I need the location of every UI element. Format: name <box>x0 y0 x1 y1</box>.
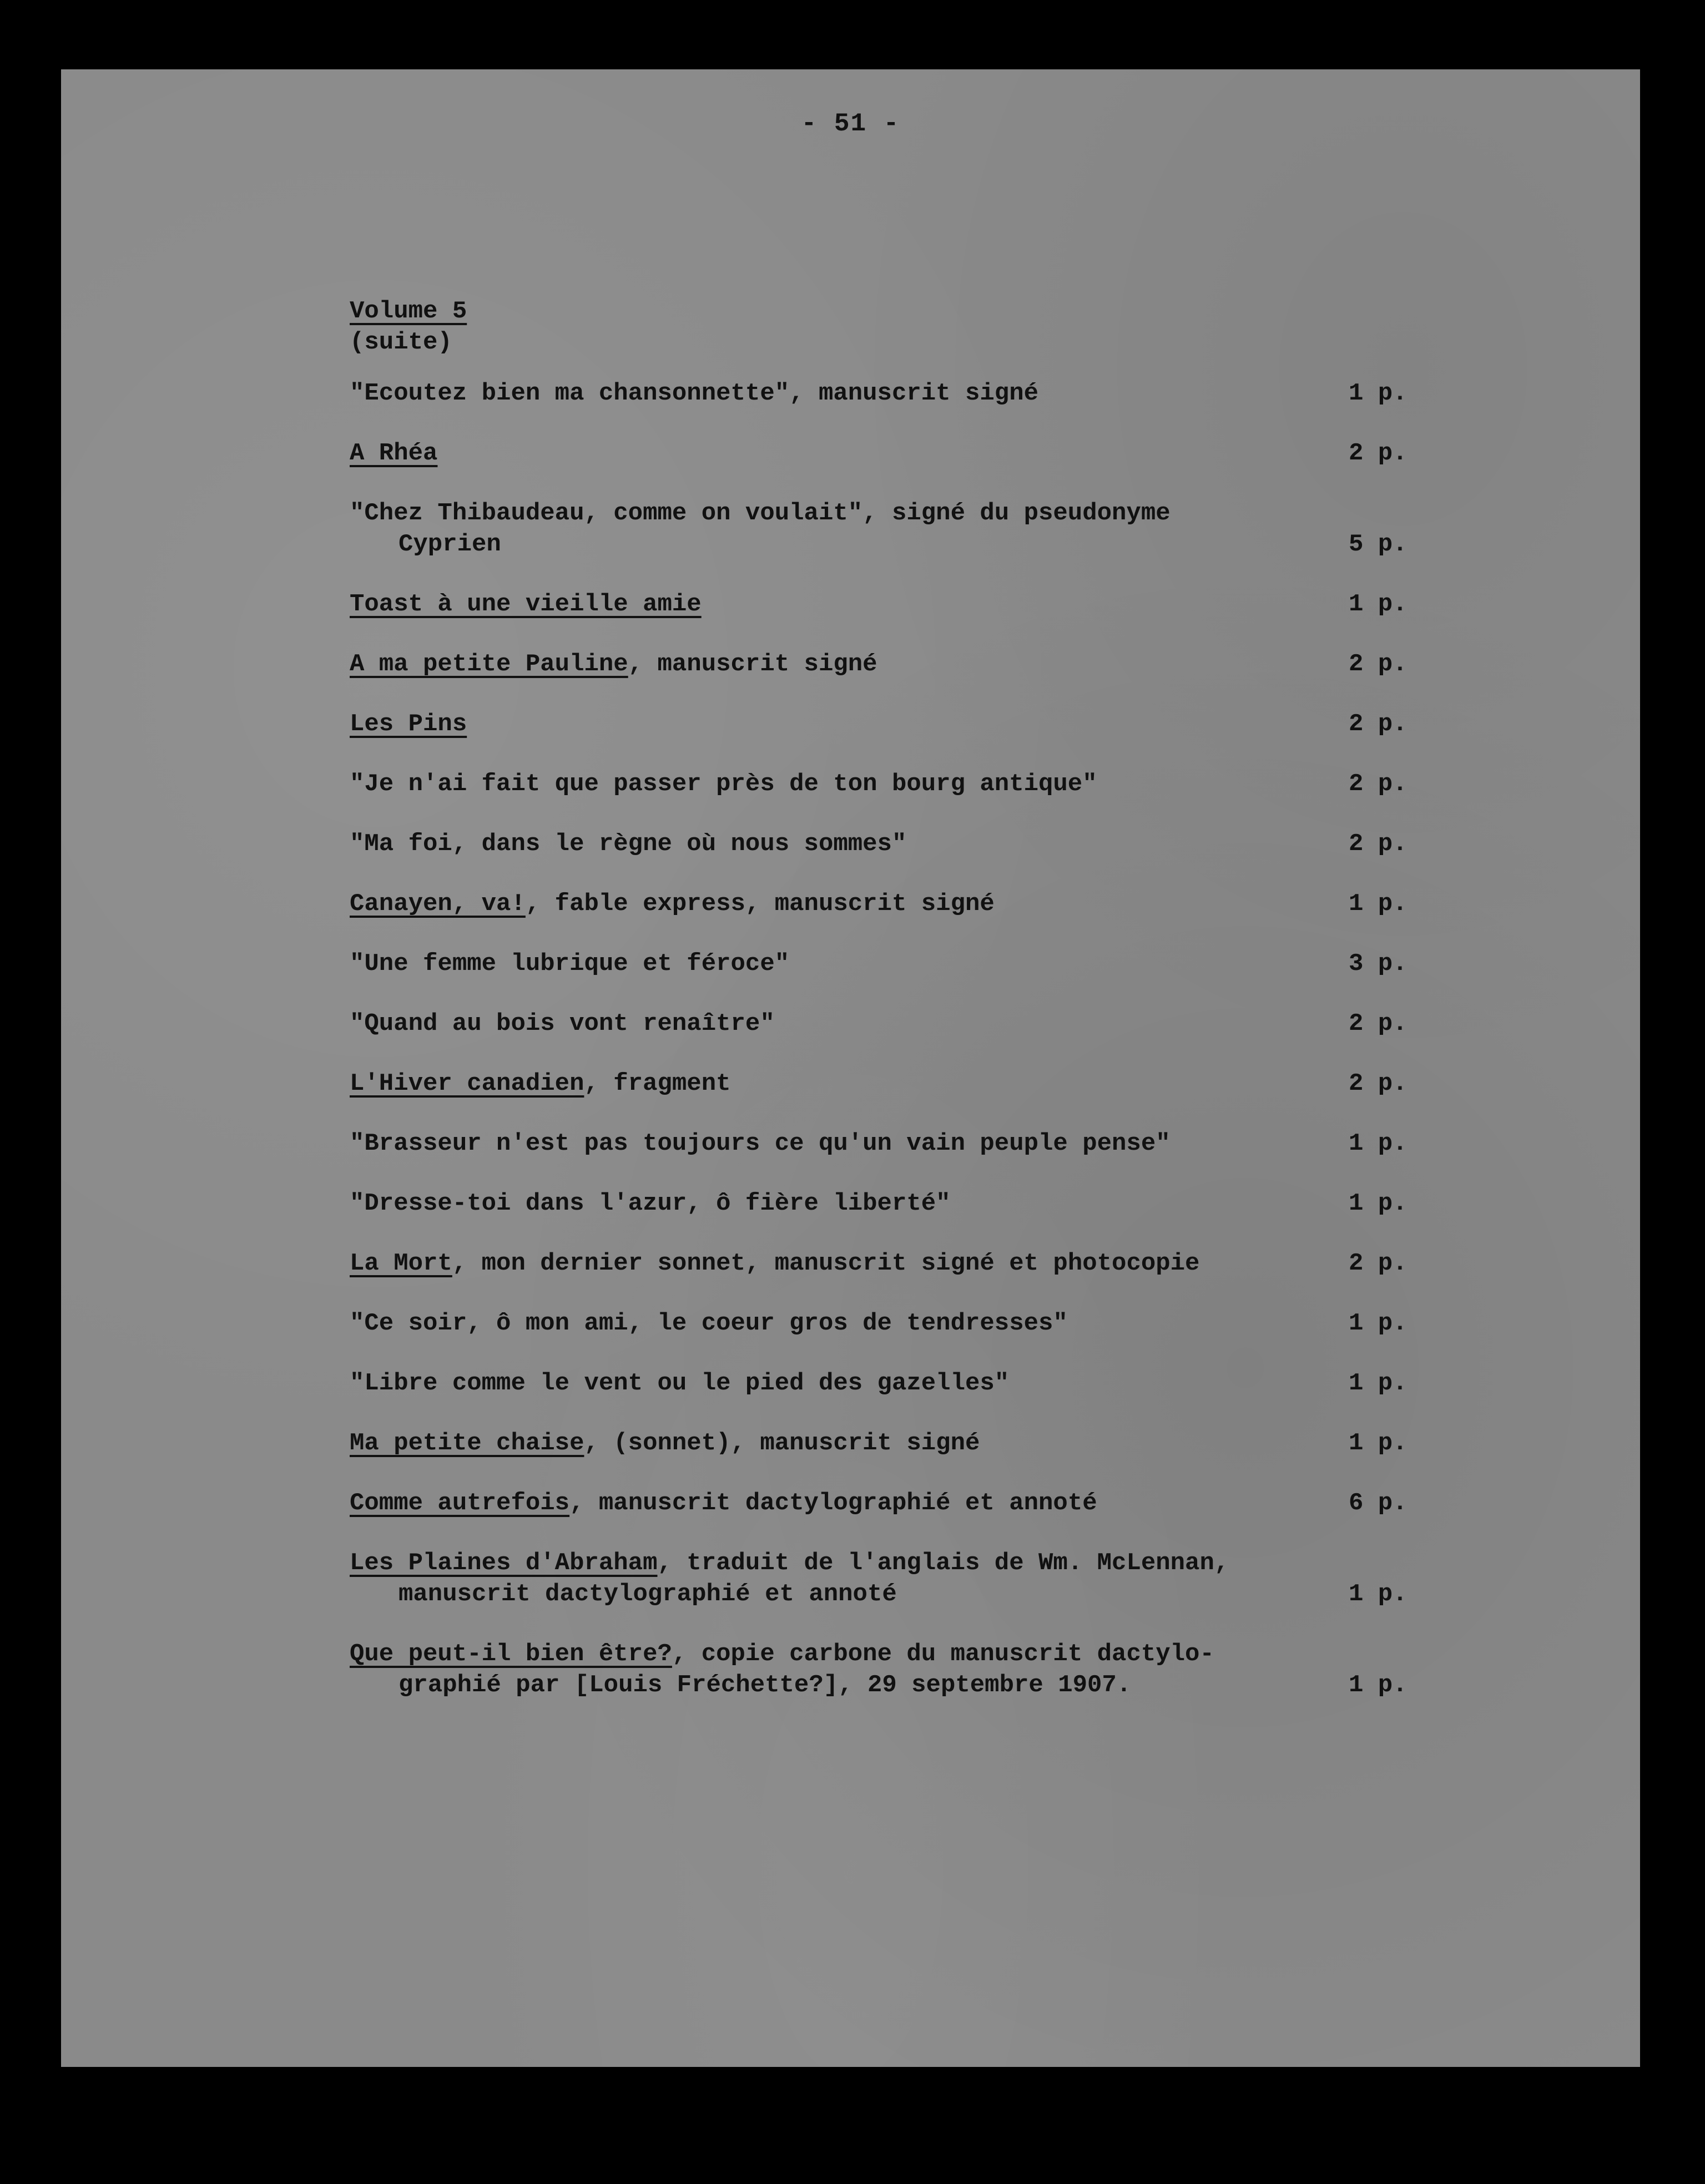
entry-text: "Quand au bois vont renaître" <box>350 1010 775 1038</box>
entry-title: A ma petite Pauline <box>350 650 628 678</box>
list-item <box>350 1188 1432 1219</box>
entry-pages: 3 p. <box>1349 950 1408 978</box>
entry-text: , manuscrit signé <box>628 650 877 678</box>
list-item <box>350 1308 1432 1339</box>
list-item <box>350 1639 1432 1701</box>
entry-description <box>350 1488 1349 1519</box>
entry-description <box>350 649 1349 680</box>
volume-header <box>350 296 1432 358</box>
entry-pages: 5 p. <box>1349 530 1408 558</box>
entry-pages: 2 p. <box>1349 439 1408 467</box>
entry-description <box>350 1428 1349 1459</box>
entry-text: "Une femme lubrique et féroce" <box>350 950 790 978</box>
entry-pages: 2 p. <box>1349 770 1408 798</box>
entry-title: La Mort <box>350 1250 452 1277</box>
entry-text: "Chez Thibaudeau, comme on voulait", signé du pseudonyme <box>350 499 1171 527</box>
entry-text: "Dresse-toi dans l'azur, ô fière liberté" <box>350 1190 951 1217</box>
list-item <box>350 589 1432 620</box>
entry-text: "Je n'ai fait que passer près de ton bourg antique" <box>350 770 1097 798</box>
list-item <box>350 1128 1432 1159</box>
entry-text: "Ecoutez bien ma chansonnette", manuscrit signé <box>350 380 1039 407</box>
entry-text: , (sonnet), manuscrit signé <box>584 1429 980 1457</box>
list-item <box>350 1248 1432 1279</box>
list-item <box>350 828 1432 860</box>
entry-title: Que peut-il bien être? <box>350 1640 672 1668</box>
entry-continuation: manuscrit dactylographié et annoté <box>398 1580 897 1608</box>
entry-description <box>350 1128 1349 1159</box>
list-item <box>350 1428 1432 1459</box>
entry-description <box>350 1068 1349 1099</box>
list-item <box>350 1368 1432 1399</box>
list-item <box>350 1548 1432 1610</box>
entry-title: Canayen, va! <box>350 890 526 918</box>
entry-text: "Ma foi, dans le règne où nous sommes" <box>350 830 907 858</box>
entry-pages: 2 p. <box>1349 1070 1408 1098</box>
entry-description <box>350 438 1349 469</box>
entry-pages: 2 p. <box>1349 1250 1408 1277</box>
list-item <box>350 1068 1432 1099</box>
list-item <box>350 649 1432 680</box>
entry-text: "Ce soir, ô mon ami, le coeur gros de tendresses" <box>350 1310 1068 1337</box>
entry-pages: 1 p. <box>1349 1310 1408 1337</box>
list-item <box>350 709 1432 740</box>
entry-description <box>350 589 1349 620</box>
volume-subtitle: (suite) <box>350 328 452 356</box>
list-item <box>350 438 1432 469</box>
entry-pages: 1 p. <box>1349 590 1408 618</box>
list-item <box>350 948 1432 979</box>
entry-description <box>350 378 1349 409</box>
entry-pages: 1 p. <box>1349 1369 1408 1397</box>
entry-pages: 1 p. <box>1349 1580 1408 1608</box>
page-number: - 51 - <box>801 109 900 138</box>
entry-description <box>350 1308 1349 1339</box>
entry-description <box>350 1548 1349 1610</box>
list-item <box>350 888 1432 919</box>
document-content <box>350 296 1432 1730</box>
list-item <box>350 1008 1432 1039</box>
entry-pages: 6 p. <box>1349 1489 1408 1517</box>
entry-description <box>350 888 1349 919</box>
entry-text: "Brasseur n'est pas toujours ce qu'un vain peuple pense" <box>350 1130 1171 1157</box>
entry-title: Ma petite chaise <box>350 1429 584 1457</box>
list-item <box>350 498 1432 560</box>
entry-title: Comme autrefois <box>350 1489 570 1517</box>
entry-description <box>350 1639 1349 1701</box>
entry-text: "Libre comme le vent ou le pied des gazelles" <box>350 1369 1010 1397</box>
entry-pages: 1 p. <box>1349 1429 1408 1457</box>
entry-description <box>350 828 1349 860</box>
entry-description <box>350 1248 1349 1279</box>
entry-pages: 1 p. <box>1349 1190 1408 1217</box>
entry-pages: 2 p. <box>1349 710 1408 738</box>
entry-text: , copie carbone du manuscrit dactylo- <box>672 1640 1214 1668</box>
entry-text: , fable express, manuscrit signé <box>525 890 995 918</box>
entry-description <box>350 1008 1349 1039</box>
entry-title: Les Pins <box>350 710 467 738</box>
document-page <box>61 69 1640 2067</box>
entry-text: , fragment <box>584 1070 731 1098</box>
entry-text: , traduit de l'anglais de Wm. McLennan, <box>657 1549 1229 1577</box>
volume-title: Volume 5 <box>350 297 467 325</box>
entry-description <box>350 1188 1349 1219</box>
entry-continuation: Cyprien <box>398 530 501 558</box>
entry-title: Toast à une vieille amie <box>350 590 702 618</box>
entry-pages: 2 p. <box>1349 830 1408 858</box>
entry-description <box>350 498 1349 560</box>
entry-pages: 2 p. <box>1349 650 1408 678</box>
list-item <box>350 378 1432 409</box>
entry-pages: 1 p. <box>1349 1130 1408 1157</box>
entry-title: L'Hiver canadien <box>350 1070 584 1098</box>
entry-text: , mon dernier sonnet, manuscrit signé et photocopie <box>452 1250 1200 1277</box>
entry-list <box>350 378 1432 1701</box>
entry-description <box>350 1368 1349 1399</box>
entry-pages: 2 p. <box>1349 1010 1408 1038</box>
entry-continuation: graphié par [Louis Fréchette?], 29 septembre 1907. <box>398 1671 1132 1699</box>
entry-pages: 1 p. <box>1349 890 1408 918</box>
entry-title: A Rhéa <box>350 439 438 467</box>
entry-pages: 1 p. <box>1349 1671 1408 1699</box>
entry-pages: 1 p. <box>1349 380 1408 407</box>
entry-description <box>350 709 1349 740</box>
entry-description <box>350 769 1349 800</box>
entry-title: Les Plaines d'Abraham <box>350 1549 658 1577</box>
list-item <box>350 1488 1432 1519</box>
list-item <box>350 769 1432 800</box>
entry-description <box>350 948 1349 979</box>
entry-text: , manuscrit dactylographié et annoté <box>569 1489 1097 1517</box>
